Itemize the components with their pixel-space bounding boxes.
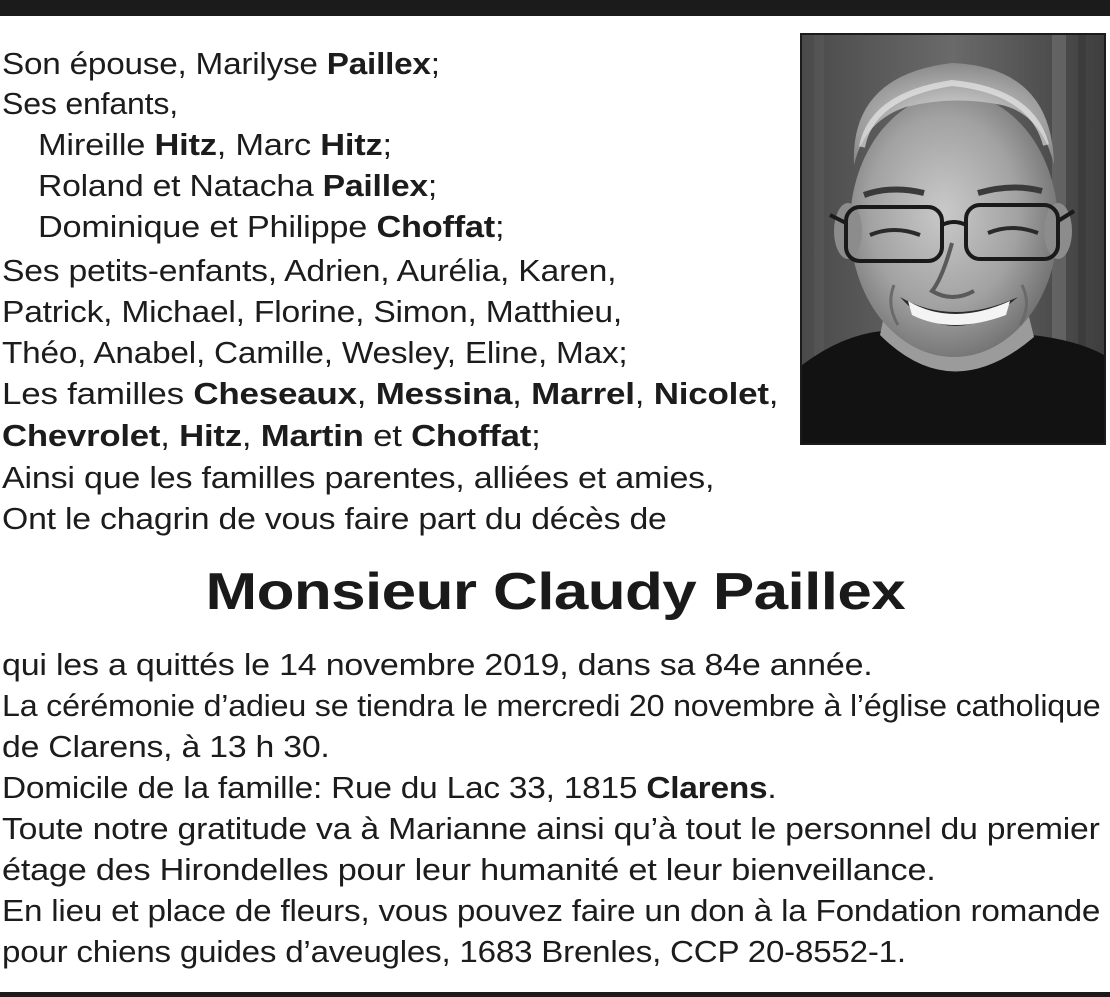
family-line-families-2: Chevrolet, Hitz, Martin et Choffat;	[2, 418, 541, 453]
surname: Hitz	[154, 127, 217, 162]
surname: Choffat	[376, 209, 496, 244]
detail-line-donation-1: En lieu et place de fleurs, vous pouvez faire un don à la Fondation romande	[2, 893, 1101, 928]
family-line-child-2: Roland et Natacha Paillex;	[38, 168, 438, 203]
family-line-child-1: Mireille Hitz, Marc Hitz;	[38, 127, 392, 162]
detail-line-ceremony: La cérémonie d’adieu se tiendra le mercredi 20 novembre à l’église catholique	[2, 688, 1101, 723]
surname: Choffat	[411, 418, 532, 453]
portrait-illustration	[802, 35, 1104, 443]
family-line-families-1: Les familles Cheseaux, Messina, Marrel, Nicolet,	[2, 376, 779, 411]
family-line-grandchildren-1: Ses petits-enfants, Adrien, Aurélia, Karen,	[2, 253, 617, 288]
family-line-grandchildren-3: Théo, Anabel, Camille, Wesley, Eline, Max;	[2, 335, 628, 370]
surname: Messina	[375, 376, 513, 411]
town: Clarens	[646, 770, 768, 805]
surname: Hitz	[320, 127, 383, 162]
top-rule	[0, 0, 1110, 16]
detail-line-ceremony-place: de Clarens, à 13 h 30.	[2, 729, 330, 764]
detail-line-gratitude-1: Toute notre gratitude va à Marianne ainsi qu’à tout le personnel du premier	[2, 811, 1100, 846]
detail-line-date: qui les a quittés le 14 novembre 2019, dans sa 84e année.	[2, 647, 873, 682]
family-line-grandchildren-2: Patrick, Michael, Florine, Simon, Matthieu,	[2, 294, 622, 329]
family-line-spouse: Son épouse, Marilyse Paillex;	[2, 46, 440, 81]
portrait-photo	[800, 33, 1106, 445]
detail-line-donation-2: pour chiens guides d’aveugles, 1683 Brenles, CCP 20-8552-1.	[2, 934, 906, 969]
bottom-rule	[0, 992, 1110, 997]
detail-line-gratitude-2: étage des Hirondelles pour leur humanité et leur bienveillance.	[2, 852, 936, 887]
deceased-name: Monsieur Claudy Paillex	[205, 563, 905, 621]
surname: Martin	[260, 418, 364, 453]
surname: Paillex	[322, 168, 428, 203]
surname: Marrel	[531, 376, 635, 411]
family-line-announcement: Ont le chagrin de vous faire part du décès de	[2, 501, 667, 536]
detail-line-address: Domicile de la famille: Rue du Lac 33, 1815 Clarens.	[2, 770, 777, 805]
surname: Cheseaux	[193, 376, 357, 411]
surname: Nicolet	[653, 376, 769, 411]
surname: Hitz	[179, 418, 242, 453]
family-line-children-heading: Ses enfants,	[2, 86, 178, 121]
surname: Chevrolet	[2, 418, 161, 453]
surname: Paillex	[326, 46, 431, 81]
family-line-relatives: Ainsi que les familles parentes, alliées et amies,	[2, 460, 715, 495]
family-line-child-3: Dominique et Philippe Choffat;	[38, 209, 505, 244]
